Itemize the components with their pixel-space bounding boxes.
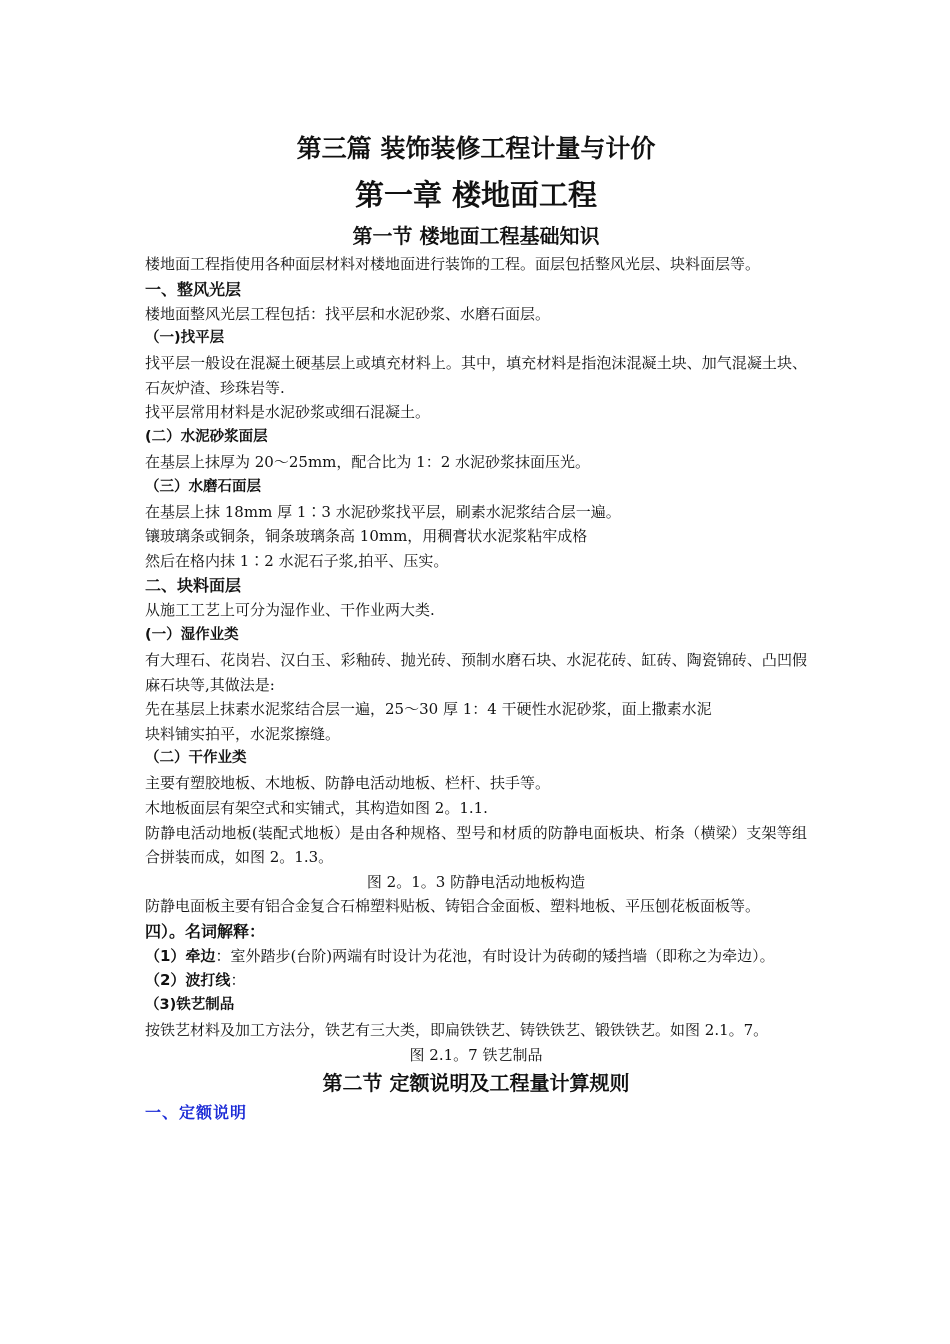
paragraph-ganzuoye-1: 主要有塑胶地板、木地板、防静电活动地板、栏杆、扶手等。	[145, 774, 551, 793]
heading-zhengfeng: 一、整风光层	[145, 279, 242, 299]
heading-tieyi: （3)铁艺制品	[145, 997, 235, 1014]
paragraph-shuimo-3: 然后在格内抹 1∶2 水泥石子浆,拍平、压实。	[145, 551, 449, 570]
paragraph-zhaoping-2: 找平层常用材料是水泥砂浆或细石混凝土。	[145, 403, 431, 422]
chapter-title: 第一章 楼地面工程	[354, 178, 598, 212]
term-bodaxian-text: ：	[230, 971, 246, 990]
paragraph-zhengfeng: 楼地面整风光层工程包括：找平层和水泥砂浆、水磨石面层。	[145, 304, 551, 323]
part-title: 第三篇 装饰装修工程计量与计价	[296, 134, 656, 163]
figure-caption-2-1-3: 图 2。1。3 防静电活动地板构造	[366, 872, 586, 891]
paragraph-ganzuoye-3: 防静电活动地板(装配式地板）是由各种规格、型号和材质的防静电面板块、桁条（横梁）支架等组合拼装而成，如图 2。1.3。	[145, 823, 807, 867]
heading-zhaoping: （一)找平层	[145, 330, 225, 347]
section-title-1: 第一节 楼地面工程基础知识	[352, 224, 600, 248]
paragraph-zhaoping-1: 找平层一般设在混凝土硬基层上或填充材料上。其中，填充材料是指泡沫混凝土块、加气混凝土块、石灰炉渣、珍珠岩等.	[145, 354, 807, 397]
term-qianbian-label: （1）牵边	[145, 946, 216, 965]
heading-ganzuoye: （二）干作业类	[145, 750, 247, 767]
paragraph-shizuoye-2: 先在基层上抹素水泥浆结合层一遍，25～30 厚 1：4 干硬性水泥砂浆，面上撒素水泥	[145, 700, 712, 719]
section-title-2: 第二节 定额说明及工程量计算规则	[322, 1071, 630, 1096]
paragraph-shuimo-2: 镶玻璃条或铜条，铜条玻璃条高 10mm，用稠膏状水泥浆粘牢成格	[145, 527, 588, 546]
term-qianbian	[145, 944, 807, 969]
document-body	[145, 128, 807, 1127]
term-bodaxian-label: （2）波打线	[145, 971, 231, 990]
heading-shizuoye: (一）湿作业类	[145, 626, 239, 643]
paragraph-shuini: 在基层上抹厚为 20～25mm，配合比为 1：2 水泥砂浆抹面压光。	[145, 452, 591, 471]
heading-shuimo: （三）水磨石面层	[145, 478, 261, 495]
heading-kuailiao: 二、块料面层	[145, 576, 242, 596]
paragraph-fangjingdian: 防静电面板主要有铝合金复合石棉塑料贴板、铸铝合金面板、塑料地板、平压刨花板面板等。	[145, 897, 761, 916]
heading-dinge: 一、定额说明	[145, 1103, 248, 1123]
term-qianbian-text: ：室外踏步(台阶)两端有时设计为花池，有时设计为砖砌的矮挡墙（即称之为牵边）。	[215, 946, 775, 965]
paragraph-shizuoye-3: 块料铺实拍平，水泥浆擦缝。	[145, 724, 341, 743]
intro-paragraph: 楼地面工程指使用各种面层材料对楼地面进行装饰的工程。面层包括整风光层、块料面层等。	[145, 255, 761, 273]
paragraph-shuimo-1: 在基层上抹 18mm 厚 1∶3 水泥砂浆找平层，刷素水泥浆结合层一遍。	[145, 502, 621, 521]
heading-mingci: 四）。名词解释：	[145, 921, 266, 941]
figure-caption-2-1-7: 图 2.1。7 铁艺制品	[409, 1045, 543, 1064]
paragraph-tieyi: 按铁艺材料及加工方法分，铁艺有三大类，即扁铁铁艺、铸铁铁艺、锻铁铁艺。如图 2.1。7。	[145, 1021, 769, 1040]
paragraph-shizuoye-1: 有大理石、花岗岩、汉白玉、彩釉砖、抛光砖、预制水磨石块、水泥花砖、缸砖、陶瓷锦砖、凸凹假麻石块等,其做法是:	[145, 650, 807, 694]
paragraph-ganzuoye-2: 木地板面层有架空式和实铺式，其构造如图 2。1.1.	[145, 798, 488, 817]
term-bodaxian	[145, 968, 807, 993]
heading-shuini: (二）水泥砂浆面层	[145, 428, 268, 445]
paragraph-kuailiao: 从施工工艺上可分为湿作业、干作业两大类.	[145, 601, 435, 620]
